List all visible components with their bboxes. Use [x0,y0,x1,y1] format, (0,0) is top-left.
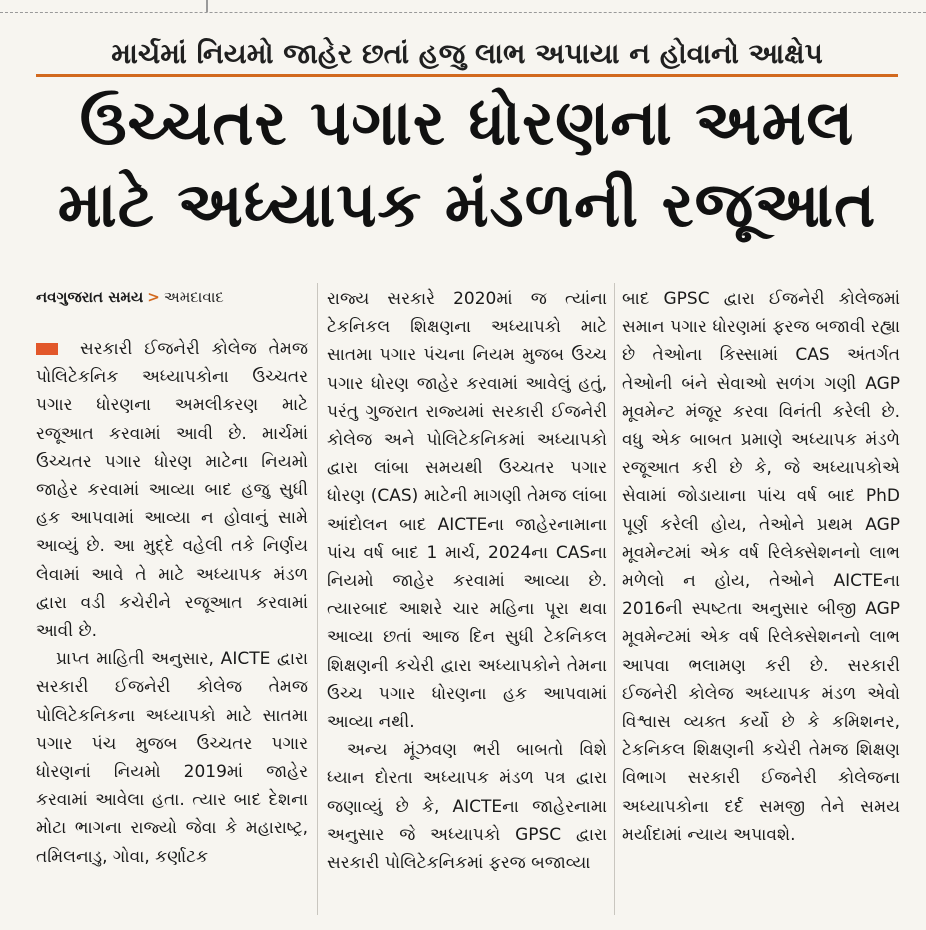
article-column-1 [36,283,308,923]
headline-line-1: ઉચ્ચતર પગાર ધોરણના અમલ [79,86,855,159]
paragraph-5: બાદ GPSC દ્વારા ઈજનેરી કોલેજમાં સમાન પગાર ધોરણમાં ફરજ બજાવી રહ્યા છે તેઓના કિસ્સામાં CAS અંતર્ગત તેઓની બંને સેવાઓ સળંગ ગણી AGP મૂવમેન્ટ મંજૂર કરવા વિનંતી કરેલી છે. વધુ એક બાબત પ્રમાણે અધ્યાપક મંડળે રજૂઆત કરી છે કે, જે અધ્યાપકોએ સેવામાં જોડાયાના પાંચ વર્ષ બાદ PhD પૂર્ણ કરેલી હોય, તેઓને પ્રથમ AGP મૂવમેન્ટમાં એક વર્ષ રિલેક્સેશનનો લાભ મળેલો ન હોય, તેઓને AICTEના 2016ની સ્પષ્ટતા અનુસાર બીજી AGP મૂવમેન્ટમાં એક વર્ષ રિલેક્સેશનનો લાભ આપવા ભલામણ કરી છે. સરકારી ઈજનેરી કોલેજ અધ્યાપક મંડળ એવો વિશ્વાસ વ્યક્ત કર્યો છે કે કમિશનર, ટેકનિકલ શિક્ષણની કચેરી તેમજ શિક્ષણ વિભાગ સરકારી ઈજનેરી કોલેજના અધ્યાપકોના દર્દ સમજી તેને સમય મર્યાદામાં ન્યાય અપાવશે. [622,289,900,845]
paragraph-1-text: સરકારી ઈજનેરી કોલેજ તેમજ પોલિટેકનિક અધ્યાપકોના ઉચ્ચતર પગાર ધોરણના અમલીકરણ માટે રજૂઆત કરવામાં આવી છે. માર્ચમાં ઉચ્ચતર પગાર ધોરણ માટેના નિયમો જાહેર કરવામાં આવ્યા બાદ હજુ સુધી હક આપવામાં આવ્યા ન હોવાનું સામે આવ્યું છે. આ મુદ્દે વહેલી તકે નિર્ણય લેવામાં આવે તે માટે અધ્યાપક મંડળ દ્વારા વડી કચેરીને રજૂઆત કરવામાં આવી છે. [36,339,308,642]
paragraph-3: રાજ્ય સરકારે 2020માં જ ત્યાંના ટેકનિકલ શિક્ષણના અધ્યાપકો માટે સાતમા પગાર પંચના નિયમ મુજબ ઉચ્ચ પગાર ધોરણ જાહેર કરવામાં આવેલું હતું, પરંતુ ગુજરાત રાજ્યમાં સરકારી ઈજનેરી કોલેજ અને પોલિટેકનિકમાં અધ્યાપકો દ્વારા લાંબા સમયથી ઉચ્ચતર પગાર ધોરણ (CAS) માટેની માગણી તેમજ લાંબા આંદોલન બાદ AICTEના જાહેરનામાના પાંચ વર્ષ બાદ 1 માર્ચ, 2024ના CASના નિયમો જાહેર કરવામાં આવ્યા છે. ત્યારબાદ આશરે ચાર મહિના પૂરા થવા આવ્યા છતાં આજ દિન સુધી ટેકનિકલ શિક્ષણની કચેરી દ્વારા અધ્યાપકોને તેમના ઉચ્ચ પગાર ધોરણના હક આપવામાં આવ્યા નથી. [327,289,607,733]
byline-separator: > [147,288,160,306]
column-divider-2 [614,283,615,915]
clipping-edge [0,0,926,13]
byline-location: અમદાવાદ [163,288,224,306]
column-divider-1 [317,283,318,915]
kicker-headline: માર્ચમાં નિયમો જાહેર છતાં હજુ લાભ અપાયા ન હોવાનો આક્ષેપ [111,37,823,70]
lead-bullet-icon [36,343,58,355]
main-headline [36,82,898,246]
kicker-rule [36,74,898,77]
paragraph-1 [36,335,308,645]
paragraph-4: અન્ય મૂંઝવણ ભરી બાબતો વિશે ધ્યાન દોરતા અધ્યાપક મંડળ પત્ર દ્વારા જણાવ્યું છે કે, AICTEના જાહેરનામા અનુસાર જે અધ્યાપકો GPSC દ્વારા સરકારી પોલિટેકનિકમાં ફરજ બજાવ્યા [327,740,607,874]
headline-line-2: માટે અધ્યાપક મંડળની રજૂઆત [57,168,877,241]
byline-source: નવગુજરાત સમય [36,288,144,306]
byline [36,283,308,311]
article-column-3 [622,285,900,925]
article-column-2 [327,285,607,925]
clipping-notch [206,0,208,12]
paragraph-2: પ્રાપ્ત માહિતી અનુસાર, AICTE દ્વારા સરકારી ઈજનેરી કોલેજ તેમજ પોલિટેકનિકના અધ્યાપકો માટે સાતમા પગાર પંચ મુજબ ઉચ્ચતર પગાર ધોરણનાં નિયમો 2019માં જાહેર કરવામાં આવેલા હતા. ત્યાર બાદ દેશના મોટા ભાગના રાજ્યો જેવા કે મહારાષ્ટ્ર, તમિલનાડુ, ગોવા, કર્ણાટક [36,649,308,867]
